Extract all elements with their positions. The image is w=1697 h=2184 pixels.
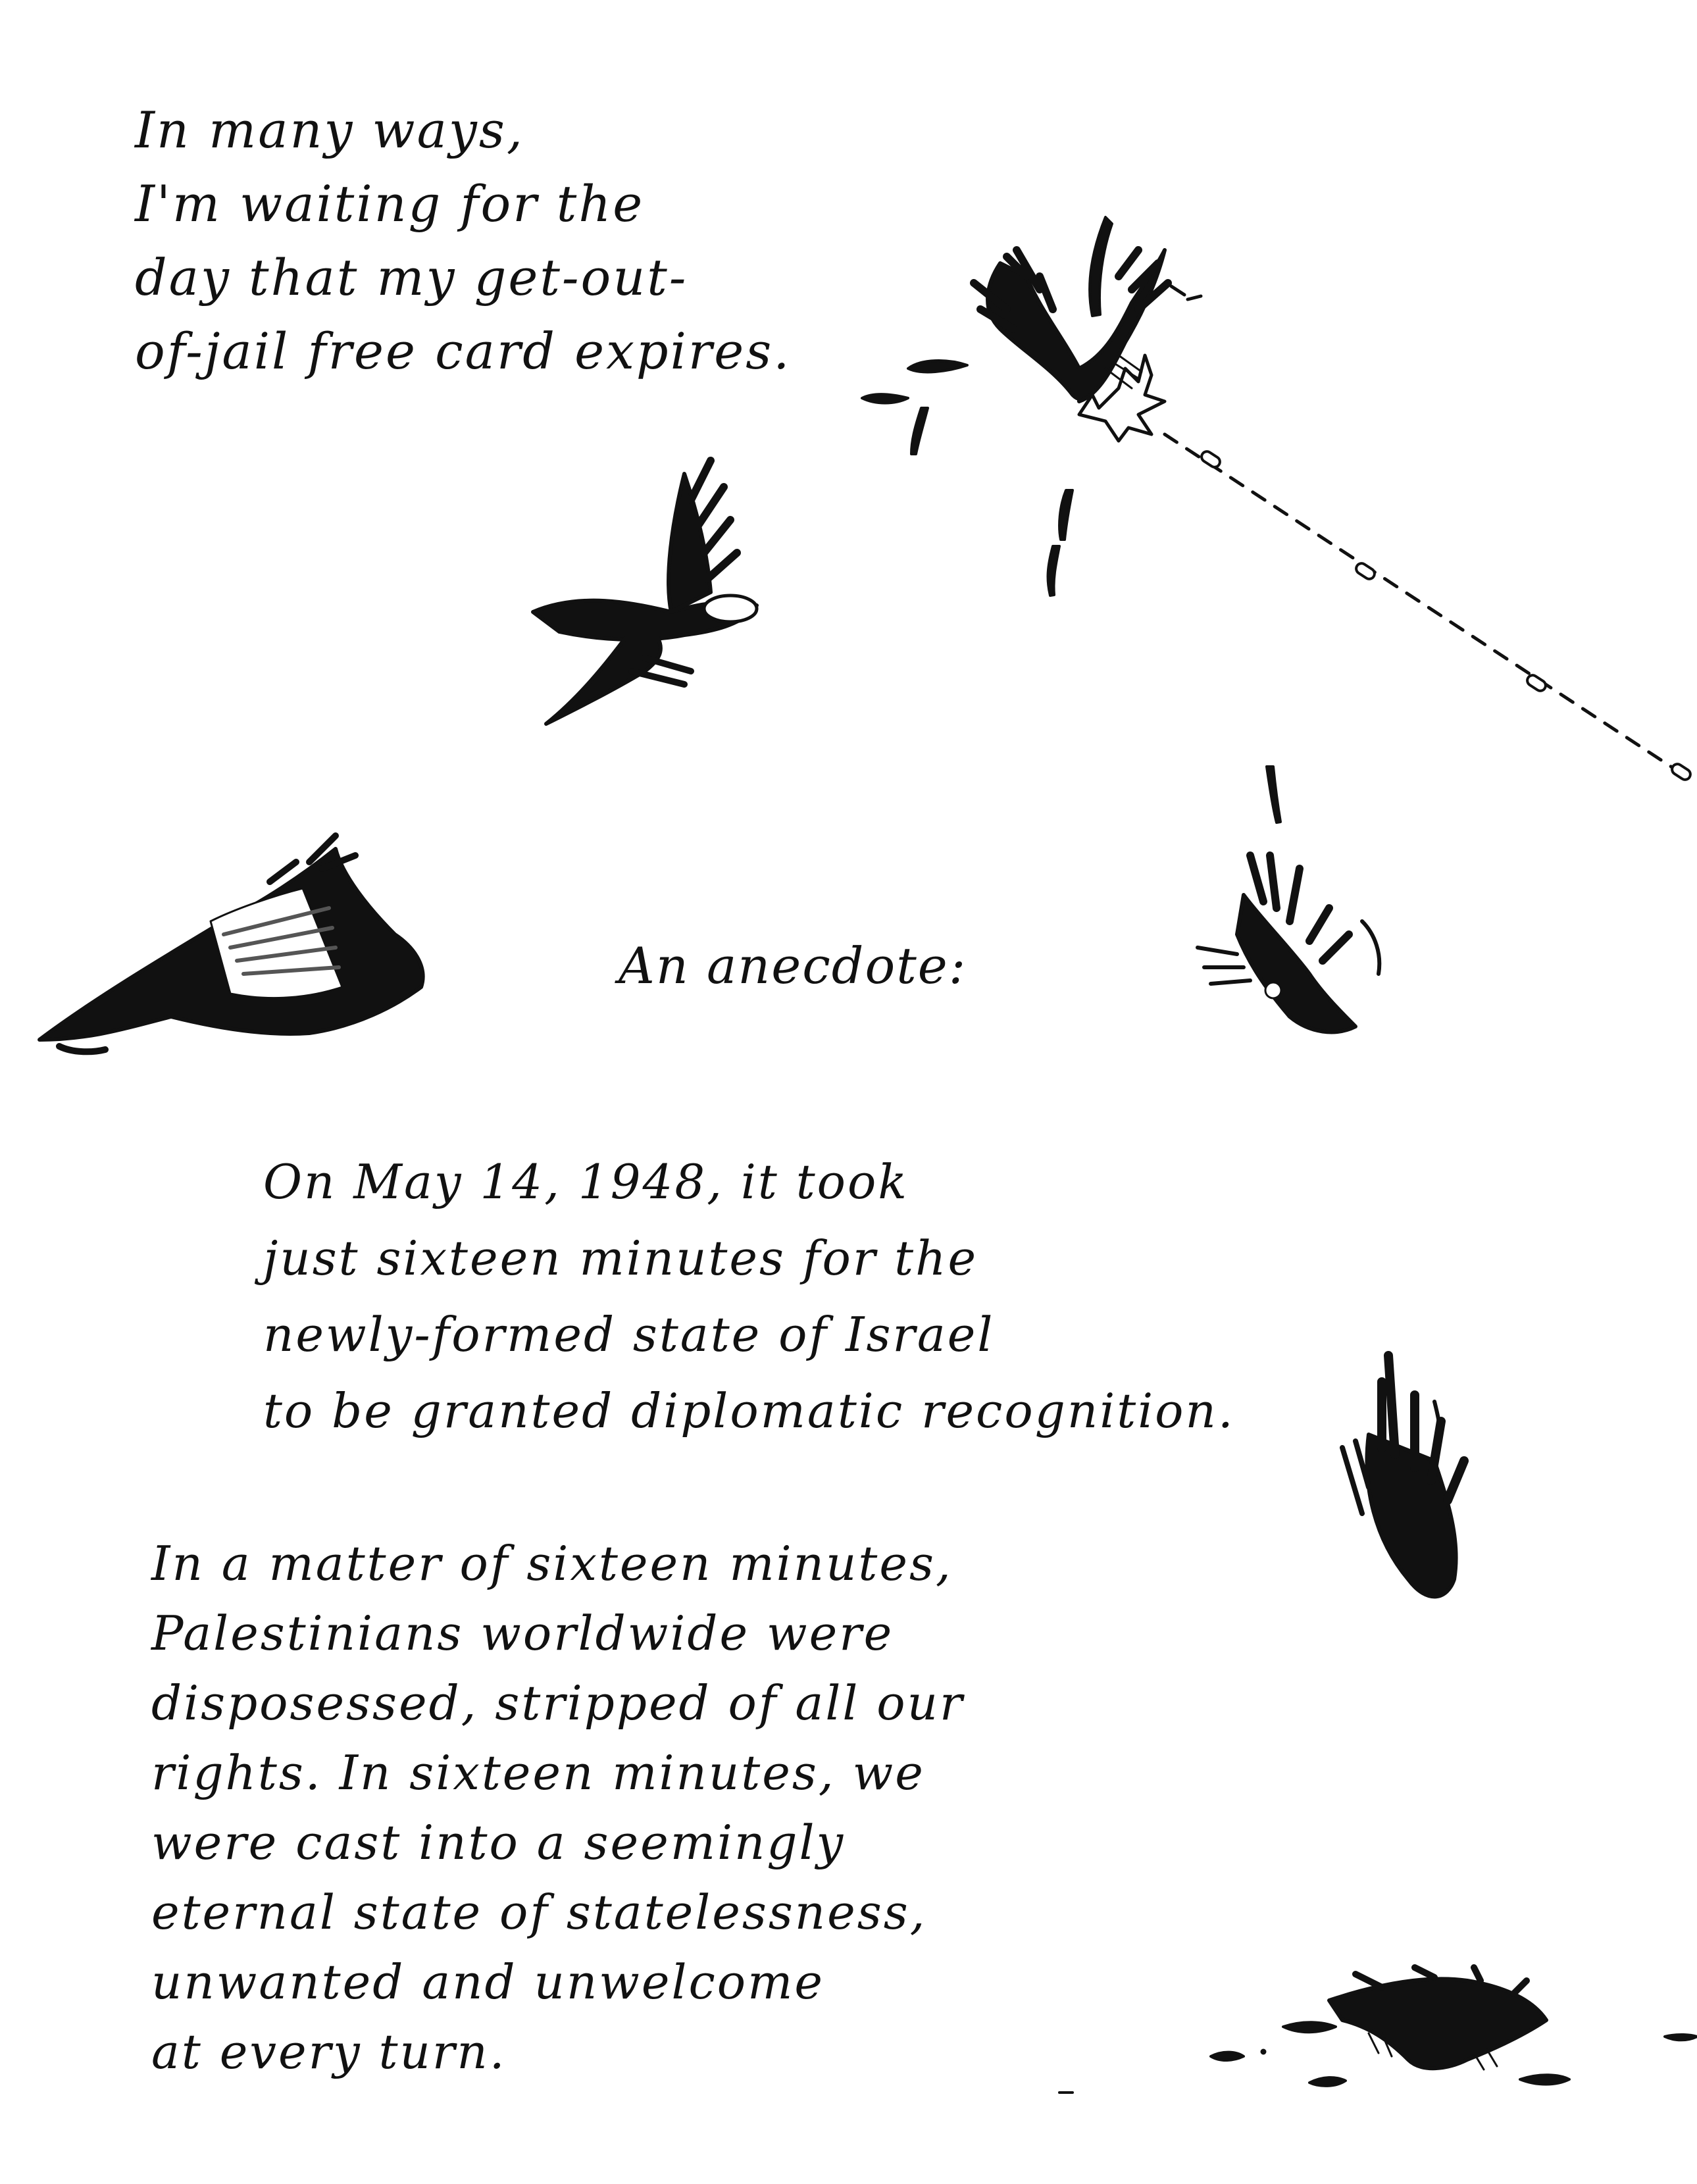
bird-fallen-icon (1059, 1968, 1697, 2093)
bullet-trail-icon (1165, 434, 1692, 782)
bird-falling-icon (1198, 767, 1379, 1032)
consequence-line: unwanted and unwelcome (151, 1954, 825, 2010)
consequence-line: were cast into a seemingly (151, 1815, 846, 1870)
history-line: just sixteen minutes for the (263, 1231, 978, 1286)
consequence-line: disposessed, stripped of all our (151, 1675, 965, 1731)
history-line: On May 14, 1948, it took (263, 1154, 909, 1209)
bird-plummeting-icon (1342, 1356, 1464, 1596)
history-line: newly-formed state of Israel (263, 1307, 995, 1362)
intro-line: of-jail free card expires. (135, 322, 792, 380)
bird-gliding-icon (39, 836, 423, 1052)
intro-line: I'm waiting for the (135, 174, 645, 233)
anecdote-heading (619, 936, 967, 995)
anecdote-heading-text: An anecdote: (619, 936, 967, 995)
intro-text (135, 101, 792, 400)
intro-line: In many ways, (135, 101, 525, 159)
consequence-line: Palestinians worldwide were (151, 1606, 894, 1661)
consequence-line: rights. In sixteen minutes, we (151, 1745, 925, 1800)
consequence-line: at every turn. (151, 2024, 507, 2079)
consequence-line: In a matter of sixteen minutes, (151, 1536, 953, 1591)
bird-shot-icon (862, 217, 1201, 596)
consequence-line: eternal state of statelessness, (151, 1885, 927, 1940)
bird-flying-icon (533, 461, 757, 724)
intro-line: day that my get-out- (135, 248, 688, 307)
history-text (263, 1154, 1235, 1463)
history-line: to be granted diplomatic recognition. (263, 1383, 1235, 1438)
consequence-text (151, 1536, 965, 2098)
